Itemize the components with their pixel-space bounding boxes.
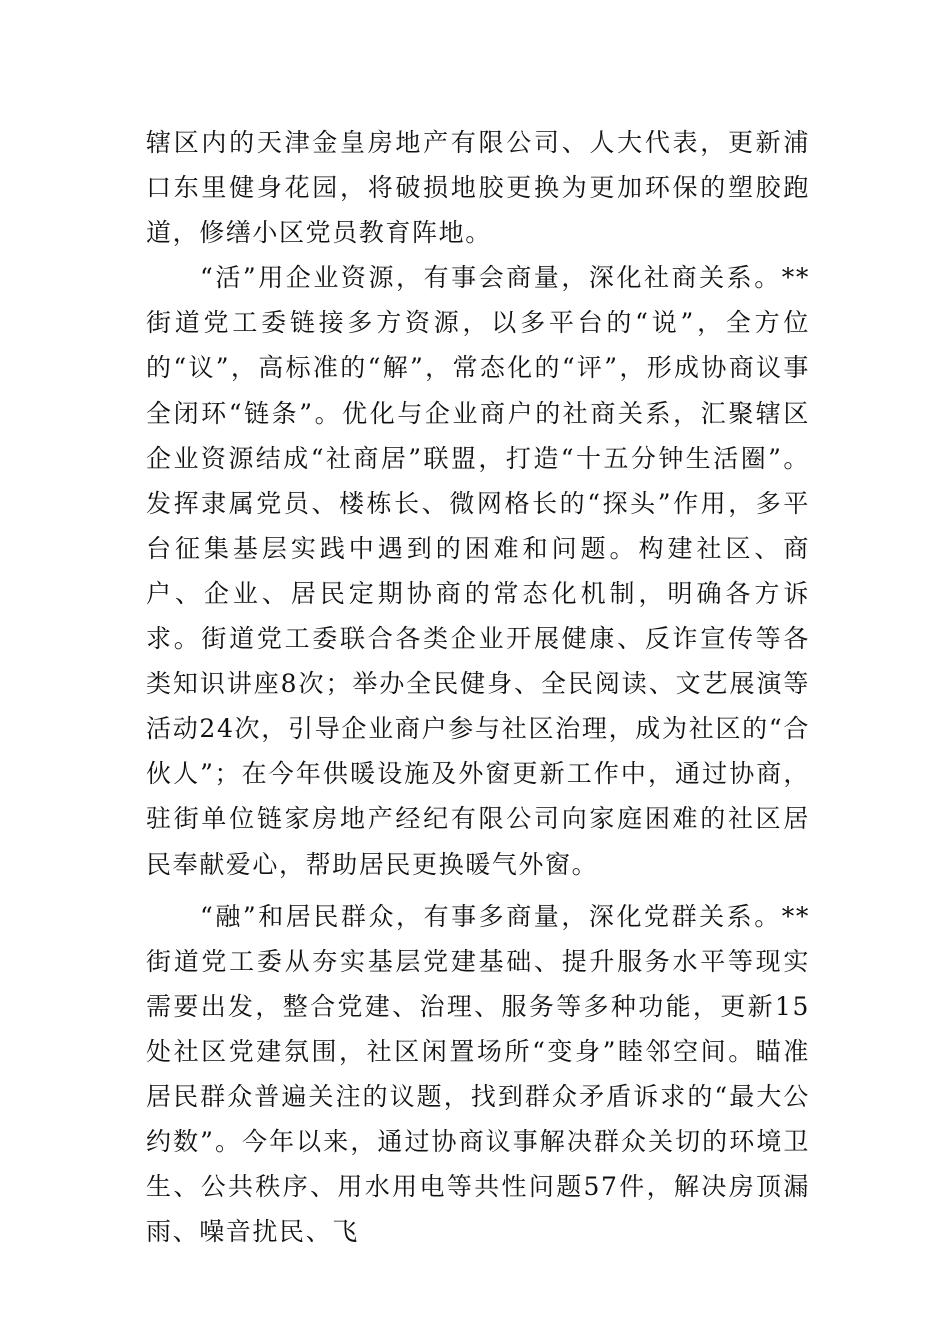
paragraph-resident-relations: “融”和居民群众，有事多商量，深化党群关系。**街道党工委从夯实基层党建基础、提升服务水平等现实需要出发，整合党建、治理、服务等多种功能，更新15处社区党建氛围，社区闲置场所“变身”睦邻空间。瞄准居民群众普遍关注的议题，找到群众矛盾诉求的“最大公约数”。今年以来，通过协商议事解决群众关切的环境卫生、公共秩序、用水用电等共性问题57件，解决房顶漏雨、噪音扰民、飞: [146, 901, 810, 1247]
paragraph-enterprise-resources: “活”用企业资源，有事会商量，深化社商关系。**街道党工委链接多方资源，以多平台的“说”，全方位的“议”，高标准的“解”，常态化的“评”，形成协商议事全闭环“链条”。优化与企业商户的社商关系，汇聚辖区企业资源结成“社商居”联盟，打造“十五分钟生活圈”。发挥隶属党员、楼栋长、微网格长的“探头”作用，多平台征集基层实践中遇到的困难和问题。构建社区、商户、企业、居民定期协商的常态化机制，明确各方诉求。街道党工委联合各类企业开展健康、反诈宣传等各类知识讲座8次；举办全民健身、全民阅读、文艺展演等活动24次，引导企业商户参与社区治理，成为社区的“合伙人”；在今年供暖设施及外窗更新工作中，通过协商，驻街单位链家房地产经纪有限公司向家庭困难的社区居民奉献爱心，帮助居民更换暖气外窗。: [146, 263, 810, 879]
document-body: [146, 120, 810, 1254]
paragraph-continuation: 辖区内的天津金皇房地产有限公司、人大代表，更新浦口东里健身花园，将破损地胶更换为更加环保的塑胶跑道，修缮小区党员教育阵地。: [146, 128, 810, 248]
